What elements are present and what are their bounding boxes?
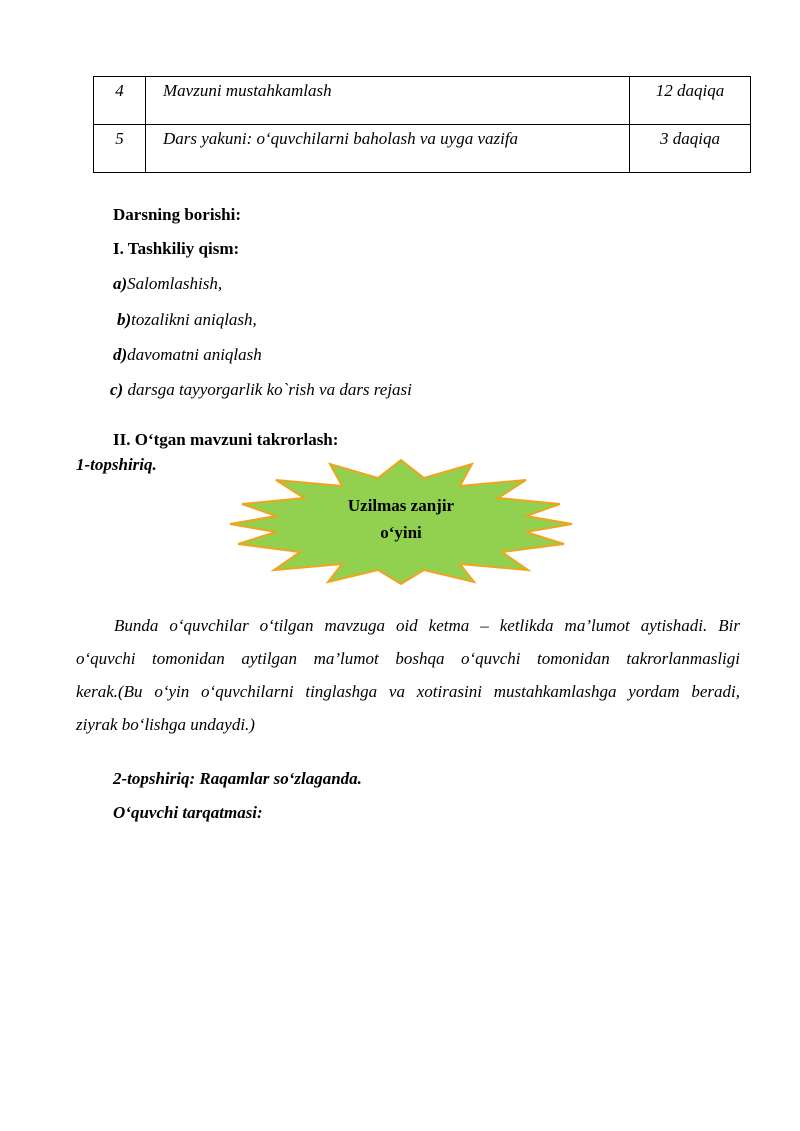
task1-label: 1-topshiriq. <box>76 455 157 474</box>
row-time: 3 daqiqa <box>630 125 751 173</box>
task2-title: 2-topshiriq: Raqamlar so‘zlaganda. <box>113 769 362 788</box>
starburst-line1: Uzilmas zanjir <box>347 496 455 515</box>
lesson-flow-heading: Darsning borishi: <box>113 205 241 224</box>
org-item <box>113 345 262 365</box>
lesson-plan-table <box>93 76 751 173</box>
paragraph-line: Bunda o‘quvchilar o‘tilgan mavzuga oid ketma – ketlikda ma’lumot aytishadi. Bir <box>114 616 740 635</box>
starburst-shape <box>228 458 574 586</box>
org-part-heading: I. Tashkiliy qism: <box>113 239 240 258</box>
item-marker: b) <box>117 310 132 329</box>
item-text: darsga tayyorgarlik ko`rish va dars rejasi <box>123 380 412 399</box>
row-time: 12 daqiqa <box>630 77 751 125</box>
item-text: tozalikni aniqlash, <box>131 310 257 329</box>
paragraph-line: kerak.(Bu o‘yin o‘quvchilarni tinglashga va xotirasini mustahkamlashga yordam beradi, <box>76 682 740 701</box>
table-row <box>94 77 751 125</box>
item-text: davomatni aniqlash <box>127 345 262 364</box>
item-marker: c) <box>110 380 124 399</box>
handout-label: O‘quvchi tarqatmasi: <box>113 803 263 822</box>
row-number: 5 <box>94 125 146 173</box>
paragraph-line: o‘quvchi tomonidan aytilgan ma’lumot boshqa o‘quvchi tomonidan takrorlanmasligi <box>76 649 740 668</box>
org-item <box>117 310 257 330</box>
row-topic: Dars yakuni: o‘quvchilarni baholash va uyga vazifa <box>146 125 630 173</box>
item-marker: a) <box>113 274 128 293</box>
paragraph-line: ziyrak bo‘lishga undaydi.) <box>76 715 255 734</box>
row-topic: Mavzuni mustahkamlash <box>146 77 630 125</box>
starburst-line2: o‘yini <box>380 523 422 542</box>
item-marker: d) <box>113 345 128 364</box>
org-item <box>113 274 222 294</box>
item-text: Salomlashish, <box>127 274 223 293</box>
table-row <box>94 125 751 173</box>
review-heading: II. O‘tgan mavzuni takrorlash: <box>113 430 339 449</box>
row-number: 4 <box>94 77 146 125</box>
starburst-fill <box>230 460 572 584</box>
org-item <box>110 380 412 400</box>
game-description <box>76 609 740 741</box>
